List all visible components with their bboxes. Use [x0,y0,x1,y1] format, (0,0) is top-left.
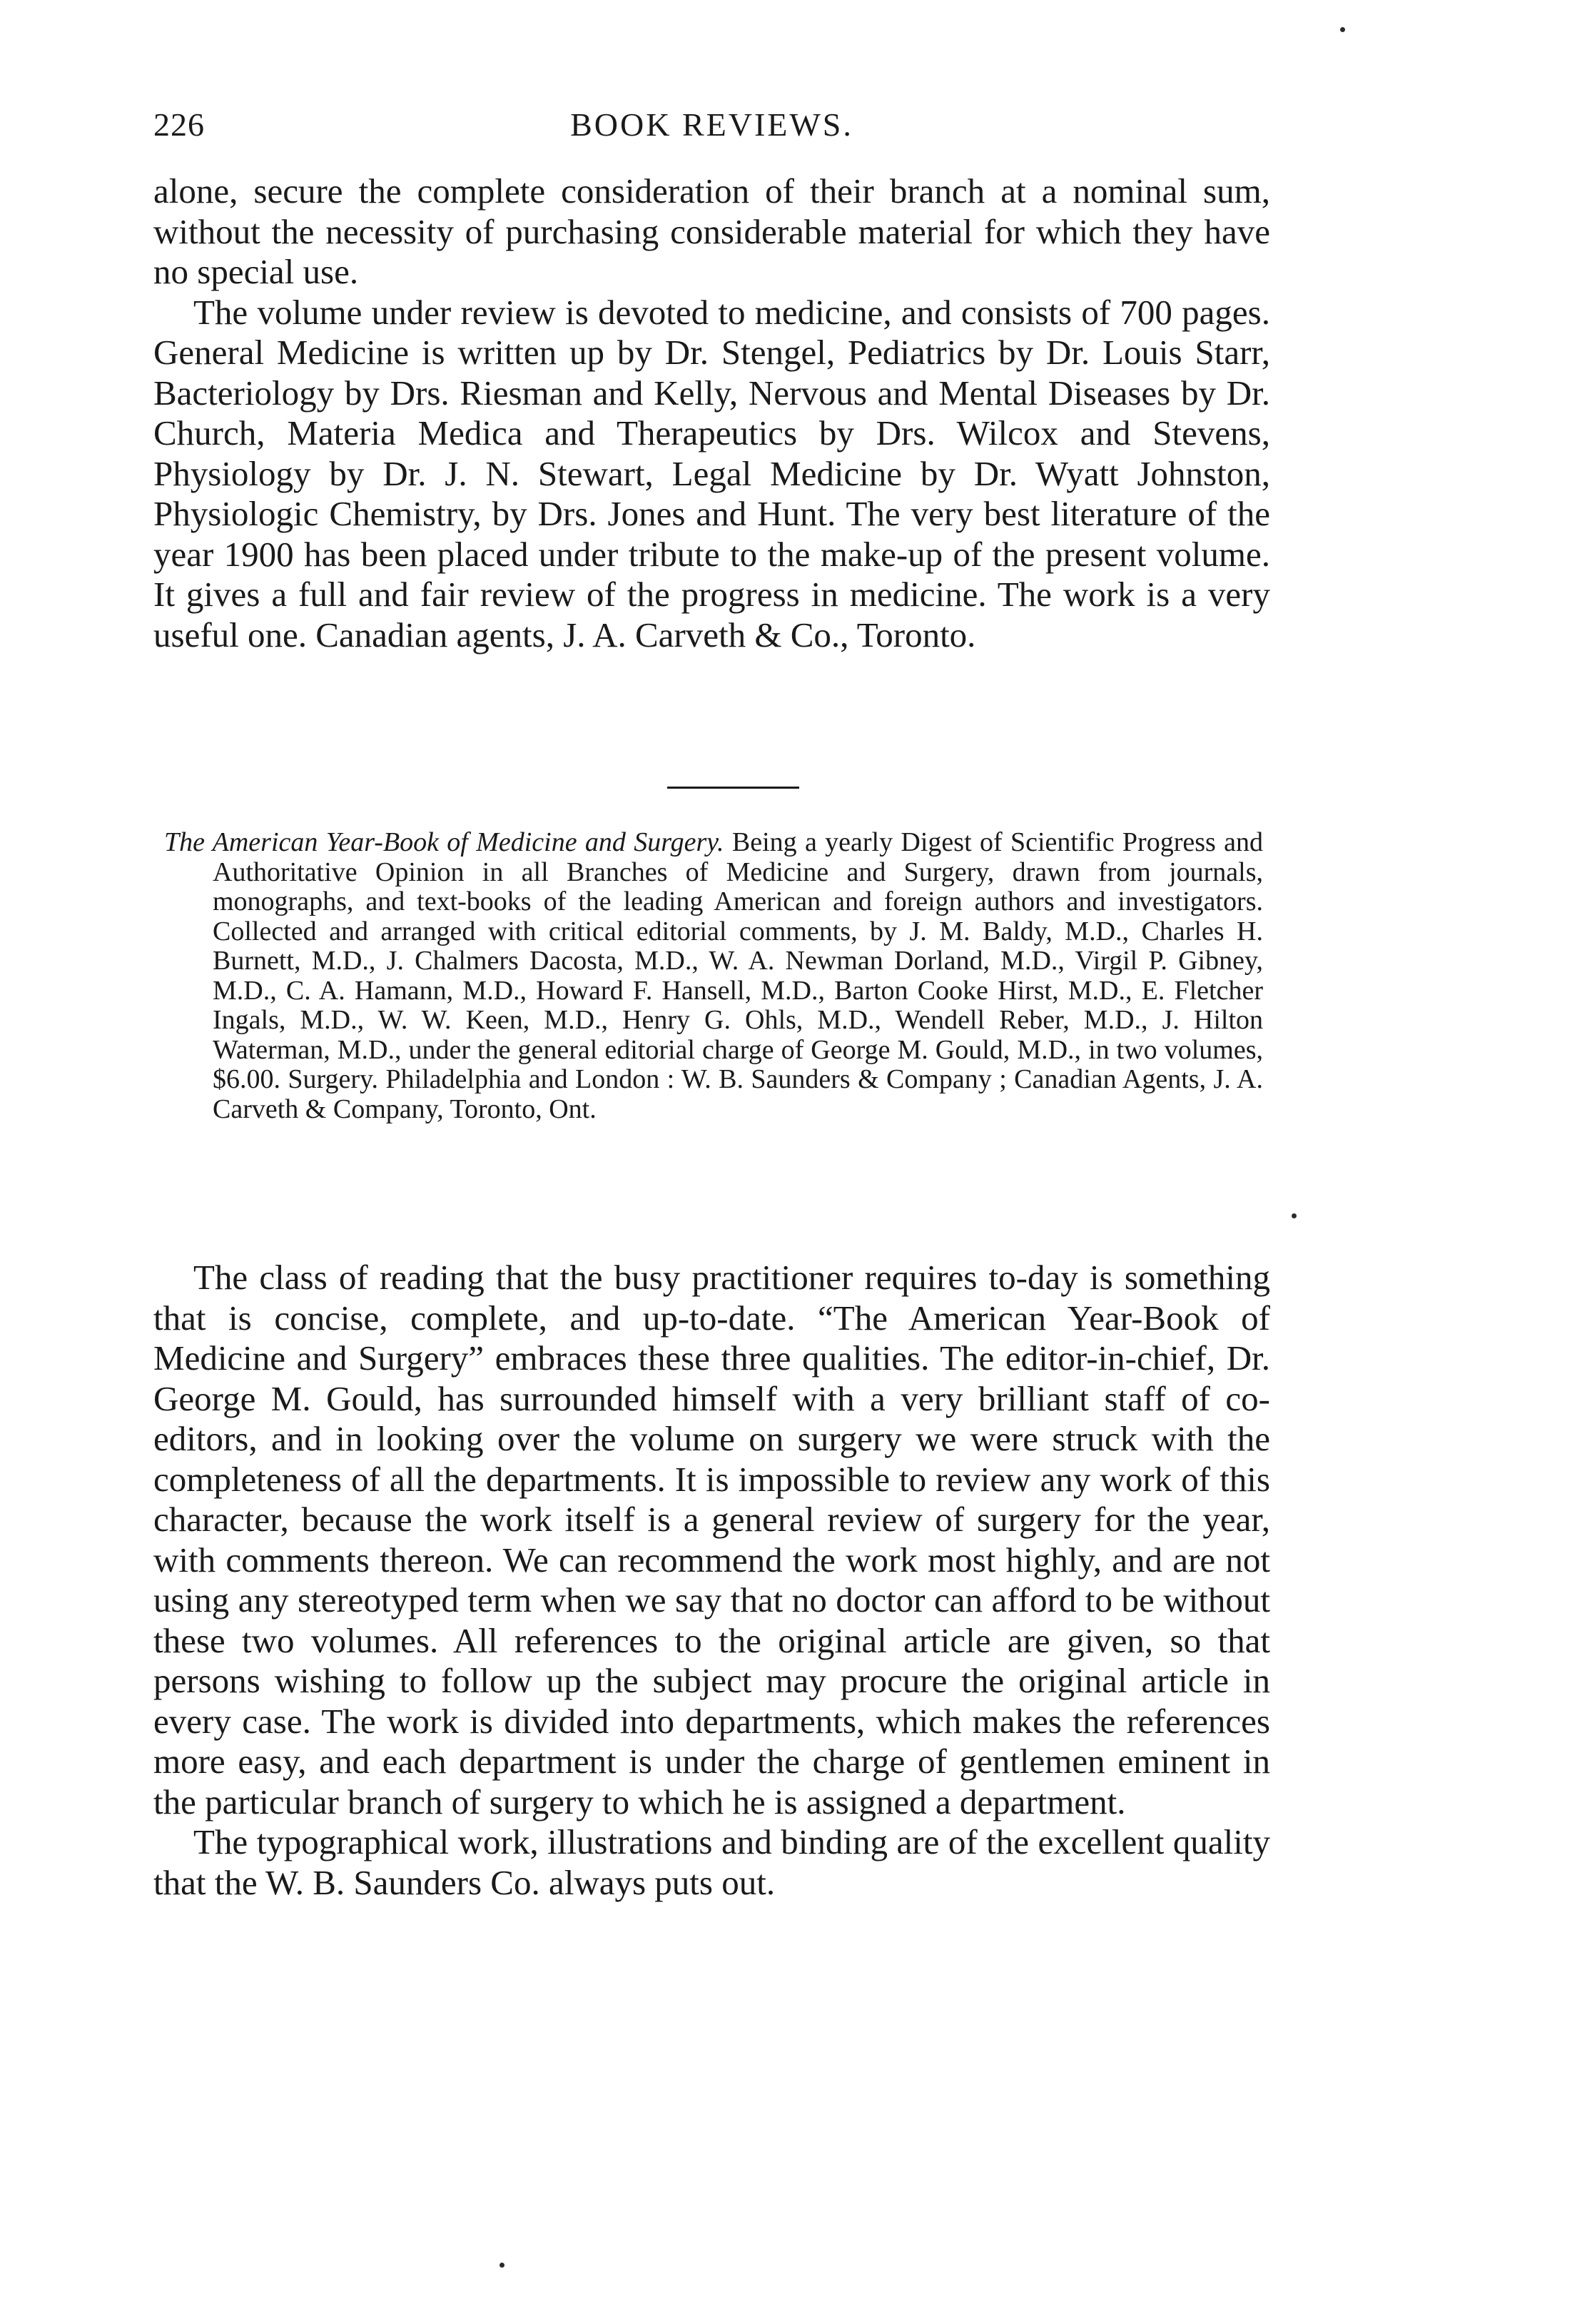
page-number: 226 [153,106,205,143]
review-paragraph: The typographical work, illustrations and binding are of the excellent quality that the W. B. Saunders Co. always puts out. [153,1822,1270,1902]
page-speck [500,2263,505,2268]
running-head [153,106,1270,163]
citation-details: Being a yearly Digest of Scientific Progress and Authoritative Opinion in all Branches of Medicine and Surgery, drawn from journals, monographs, and text-books of the leading American and foreign authors and investigators. Collected and arranged with critical editorial comments, by J. M. Baldy, M.D., Charles H. Burnett, M.D., J. Chalmers Dacosta, M.D., W. A. Newman Dorland, M.D., Virgil P. Gibney, M.D., C. A. Hamann, M.D., Howard F. Hansell, M.D., Barton Cooke Hirst, M.D., E. Fletcher Ingals, M.D., W. W. Keen, M.D., Henry G. Ohls, M.D., Wendell Reber, M.D., J. Hilton Waterman, M.D., under the general editorial charge of George M. Gould, M.D., in two volumes, $6.00. Surgery. Philadelphia and London : W. B. Saunders & Company ; Canadian Agents, J. A. Carveth & Company, Toronto, Ont. [213,827,1263,1124]
review-text [153,1258,1270,1903]
book-citation [164,828,1263,1124]
page-speck [1340,27,1345,32]
intro-text [153,171,1270,655]
section-divider [667,787,799,789]
page-speck [1292,1213,1297,1218]
review-paragraph: The class of reading that the busy practitioner requires to-day is something that is concise, complete, and up-to-date. “The American Year-Book of Medicine and Surgery” embraces these three qualities. The editor-in-chief, Dr. George M. Gould, has surrounded himself with a very brilliant staff of co-editors, and in looking over the volume on surgery we were struck with the completeness of all the departments. It is impossible to review any work of this character, because the work itself is a general review of surgery for the year, with comments thereon. We can recommend the work most highly, and are not using any stereotyped term when we say that no doctor can afford to be without these two volumes. All references to the original article are given, so that persons wishing to follow up the subject may procure the original article in every case. The work is divided into departments, which makes the references more easy, and each department is under the charge of gentlemen eminent in the particular branch of surgery to which he is assigned a department. [153,1258,1270,1822]
cited-book-title: The American Year-Book of Medicine and Surgery. [164,827,724,857]
intro-paragraph: The volume under review is devoted to medicine, and consists of 700 pages. General Medicine is written up by Dr. Stengel, Pediatrics by Dr. Louis Starr, Bacteriology by Drs. Riesman and Kelly, Nervous and Mental Diseases by Dr. Church, Materia Medica and Therapeutics by Drs. Wilcox and Stevens, Physiology by Dr. J. N. Stewart, Legal Medicine by Dr. Wyatt Johnston, Physiologic Chemistry, by Drs. Jones and Hunt. The very best literature of the year 1900 has been placed under tribute to the make-up of the present volume. It gives a full and fair review of the progress in medicine. The work is a very useful one. Canadian agents, J. A. Carveth & Co., Toronto. [153,292,1270,655]
intro-paragraph: alone, secure the complete consideration of their branch at a nominal sum, without the necessity of purchasing considerable material for which they have no special use. [153,171,1270,291]
page-header-title: BOOK REVIEWS. [570,106,853,143]
